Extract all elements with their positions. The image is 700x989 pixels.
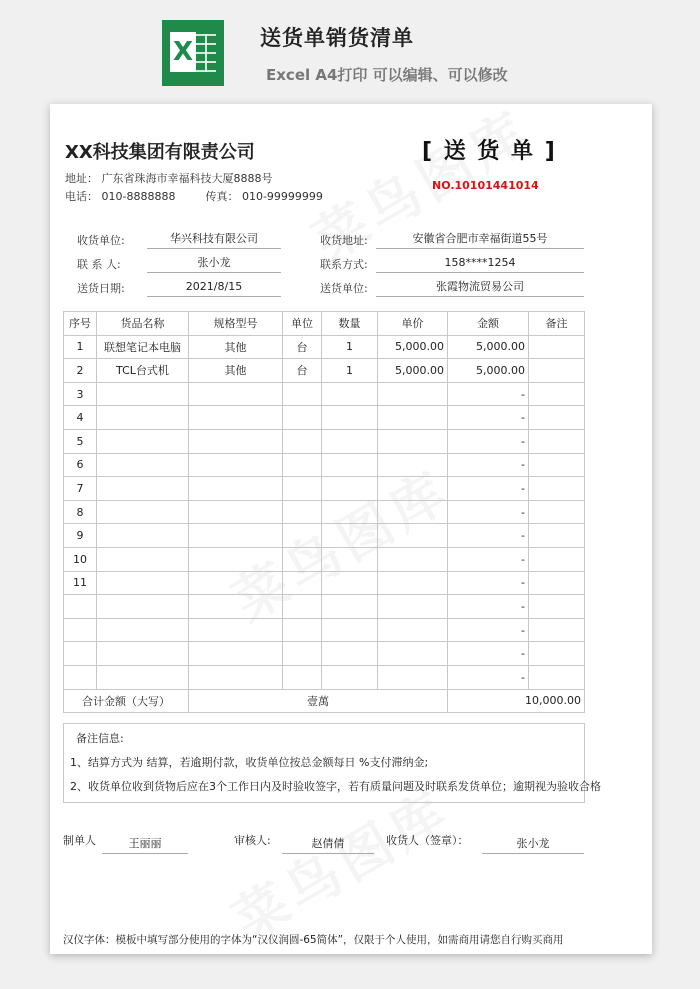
address-label: 收货地址:	[320, 234, 368, 247]
table-cell[interactable]	[529, 335, 585, 359]
table-cell[interactable]	[322, 429, 378, 453]
table-cell[interactable]: -	[448, 547, 529, 571]
table-row	[64, 547, 585, 571]
table-cell[interactable]: -	[448, 595, 529, 619]
table-cell[interactable]	[97, 429, 189, 453]
table-cell[interactable]	[97, 524, 189, 548]
reviewer-field[interactable]: 赵倩倩	[282, 835, 374, 854]
table-cell[interactable]	[283, 429, 322, 453]
table-cell[interactable]	[283, 382, 322, 406]
table-row	[64, 477, 585, 501]
table-cell[interactable]	[283, 406, 322, 430]
total-chinese[interactable]: 壹萬	[189, 689, 448, 713]
column-header: 备注	[529, 312, 585, 336]
table-cell[interactable]	[529, 524, 585, 548]
table-cell[interactable]	[189, 500, 283, 524]
table-row	[64, 618, 585, 642]
table-cell[interactable]	[97, 500, 189, 524]
column-header: 规格型号	[189, 312, 283, 336]
column-header: 单价	[378, 312, 448, 336]
maker-field[interactable]: 王丽丽	[102, 835, 188, 854]
table-cell[interactable]	[322, 524, 378, 548]
table-cell[interactable]: -	[448, 406, 529, 430]
table-cell[interactable]	[283, 642, 322, 666]
table-cell[interactable]	[529, 453, 585, 477]
table-cell[interactable]: TCL台式机	[97, 359, 189, 383]
items-table	[63, 311, 585, 713]
table-cell[interactable]	[378, 429, 448, 453]
table-cell[interactable]	[322, 500, 378, 524]
table-cell[interactable]	[529, 642, 585, 666]
address-field[interactable]: 安徽省合肥市幸福街道55号	[376, 230, 584, 249]
page-subtitle: Excel A4打印 可以编辑、可以修改	[266, 66, 508, 84]
table-cell[interactable]	[97, 665, 189, 689]
table-cell[interactable]	[322, 571, 378, 595]
table-cell[interactable]: 4	[64, 406, 97, 430]
table-cell[interactable]	[97, 618, 189, 642]
table-cell[interactable]	[322, 547, 378, 571]
table-row	[64, 500, 585, 524]
table-cell[interactable]: -	[448, 500, 529, 524]
table-row	[64, 335, 585, 359]
maker-label: 制单人	[63, 834, 96, 847]
table-cell[interactable]	[322, 406, 378, 430]
column-header: 货品名称	[97, 312, 189, 336]
table-cell[interactable]: 6	[64, 453, 97, 477]
table-cell[interactable]: -	[448, 382, 529, 406]
table-header-row	[64, 312, 585, 336]
table-cell[interactable]	[189, 453, 283, 477]
table-cell[interactable]	[97, 406, 189, 430]
table-cell[interactable]: 1	[322, 335, 378, 359]
table-cell[interactable]	[189, 571, 283, 595]
table-cell[interactable]	[529, 571, 585, 595]
table-row	[64, 524, 585, 548]
table-cell[interactable]	[529, 547, 585, 571]
table-cell[interactable]: 5,000.00	[448, 335, 529, 359]
total-amount[interactable]: 10,000.00	[448, 689, 585, 713]
header-banner	[0, 0, 700, 104]
page-title: 送货单销货清单	[260, 26, 414, 50]
table-row	[64, 665, 585, 689]
table-cell[interactable]: 台	[283, 359, 322, 383]
table-cell[interactable]	[97, 547, 189, 571]
table-cell[interactable]	[378, 500, 448, 524]
table-cell[interactable]	[322, 642, 378, 666]
phone-field[interactable]: 158****1254	[376, 254, 584, 273]
table-cell[interactable]	[378, 665, 448, 689]
table-cell[interactable]: 2	[64, 359, 97, 383]
notes-box	[63, 723, 601, 803]
table-cell[interactable]	[322, 595, 378, 619]
table-cell[interactable]: 9	[64, 524, 97, 548]
table-cell[interactable]: -	[448, 453, 529, 477]
company-fax: 传真： 010-99999999	[205, 190, 323, 203]
table-cell[interactable]	[97, 453, 189, 477]
date-label: 送货日期:	[77, 282, 125, 295]
table-cell[interactable]: 7	[64, 477, 97, 501]
table-cell[interactable]	[529, 477, 585, 501]
table-cell[interactable]	[283, 618, 322, 642]
table-cell[interactable]	[529, 595, 585, 619]
table-cell[interactable]: -	[448, 665, 529, 689]
table-cell[interactable]: -	[448, 524, 529, 548]
table-cell[interactable]	[283, 477, 322, 501]
table-cell[interactable]: 10	[64, 547, 97, 571]
table-cell[interactable]	[283, 500, 322, 524]
table-cell[interactable]	[529, 500, 585, 524]
table-cell[interactable]	[283, 665, 322, 689]
table-cell[interactable]: 5,000.00	[378, 335, 448, 359]
table-cell[interactable]	[529, 665, 585, 689]
table-cell[interactable]	[283, 595, 322, 619]
table-cell[interactable]	[322, 477, 378, 501]
date-field[interactable]: 2021/8/15	[147, 278, 281, 297]
table-cell[interactable]	[189, 618, 283, 642]
table-cell[interactable]	[189, 477, 283, 501]
table-cell[interactable]: -	[448, 618, 529, 642]
table-cell[interactable]	[378, 406, 448, 430]
table-cell[interactable]	[529, 359, 585, 383]
receiver-sign-label: 收货人（签章）：	[386, 834, 469, 847]
table-cell[interactable]: -	[448, 429, 529, 453]
table-cell[interactable]	[97, 382, 189, 406]
reviewer-label: 审核人:	[234, 834, 271, 847]
column-header: 数量	[322, 312, 378, 336]
total-label: 合计金额（大写）	[64, 689, 189, 713]
table-cell[interactable]	[378, 547, 448, 571]
receiver-sign-field[interactable]: 张小龙	[482, 835, 584, 854]
document-title: [ 送 货 单 ]	[422, 139, 557, 164]
column-header: 金额	[448, 312, 529, 336]
table-cell[interactable]	[378, 524, 448, 548]
table-cell[interactable]	[189, 524, 283, 548]
table-cell[interactable]: 其他	[189, 335, 283, 359]
notes-title: 备注信息:	[76, 732, 124, 745]
table-cell[interactable]: 1	[64, 335, 97, 359]
table-cell[interactable]	[322, 382, 378, 406]
company-address: 地址： 广东省珠海市幸福科技大厦8888号	[65, 172, 273, 185]
table-cell[interactable]	[378, 382, 448, 406]
table-cell[interactable]	[97, 642, 189, 666]
document-sheet	[50, 104, 652, 954]
table-cell[interactable]	[64, 642, 97, 666]
table-cell[interactable]	[189, 665, 283, 689]
table-cell[interactable]: -	[448, 571, 529, 595]
excel-icon-letter: X	[170, 32, 196, 72]
table-cell[interactable]: -	[448, 477, 529, 501]
table-cell[interactable]: 8	[64, 500, 97, 524]
contact-field[interactable]: 张小龙	[147, 254, 281, 273]
table-cell[interactable]	[529, 382, 585, 406]
table-cell[interactable]	[378, 618, 448, 642]
table-cell[interactable]: 5,000.00	[448, 359, 529, 383]
table-cell[interactable]: 其他	[189, 359, 283, 383]
table-cell[interactable]: 11	[64, 571, 97, 595]
table-cell[interactable]	[283, 547, 322, 571]
column-header: 单位	[283, 312, 322, 336]
table-cell[interactable]	[378, 477, 448, 501]
company-name: XX科技集团有限责公司	[65, 142, 255, 163]
table-cell[interactable]: 1	[322, 359, 378, 383]
font-notice: 汉仪字体：模板中填写部分使用的字体为“汉仪润圆-65简体”，仅限于个人使用，如需商用请您自行购买商用	[63, 934, 564, 946]
table-cell[interactable]	[97, 477, 189, 501]
table-cell[interactable]	[189, 406, 283, 430]
table-cell[interactable]	[64, 618, 97, 642]
excel-icon	[162, 20, 224, 86]
table-cell[interactable]: 联想笔记本电脑	[97, 335, 189, 359]
table-cell[interactable]	[529, 429, 585, 453]
sender-label: 送货单位:	[320, 282, 368, 295]
table-cell[interactable]	[529, 618, 585, 642]
table-cell[interactable]	[97, 595, 189, 619]
table-cell[interactable]	[322, 618, 378, 642]
table-cell[interactable]: 台	[283, 335, 322, 359]
phone-label: 联系方式:	[320, 258, 368, 271]
table-cell[interactable]	[189, 429, 283, 453]
table-row	[64, 595, 585, 619]
table-cell[interactable]	[378, 595, 448, 619]
table-cell[interactable]	[189, 595, 283, 619]
receiver-label: 收货单位:	[77, 234, 125, 247]
table-row	[64, 382, 585, 406]
sender-field[interactable]: 张霞物流贸易公司	[376, 278, 584, 297]
total-row	[64, 689, 585, 713]
table-cell[interactable]	[378, 571, 448, 595]
company-phone: 电话： 010-8888888	[65, 190, 176, 203]
notes-line-1: 1、结算方式为 结算，若逾期付款，收货单位按总金额每日 %支付滞纳金;	[70, 756, 429, 769]
table-cell[interactable]	[189, 642, 283, 666]
company-contact	[65, 188, 323, 204]
table-row	[64, 642, 585, 666]
table-cell[interactable]	[283, 453, 322, 477]
table-cell[interactable]	[378, 642, 448, 666]
table-row	[64, 406, 585, 430]
table-row	[64, 571, 585, 595]
excel-grid-icon	[194, 34, 216, 72]
table-cell[interactable]	[283, 571, 322, 595]
table-cell[interactable]	[97, 571, 189, 595]
table-cell[interactable]	[322, 453, 378, 477]
receiver-field[interactable]: 华兴科技有限公司	[147, 230, 281, 249]
table-cell[interactable]: -	[448, 642, 529, 666]
table-cell[interactable]	[283, 524, 322, 548]
table-cell[interactable]: 5,000.00	[378, 359, 448, 383]
table-cell[interactable]: 5	[64, 429, 97, 453]
notes-line-2: 2、收货单位收到货物后应在3个工作日内及时验收签字，若有质量问题及时联系发货单位；逾期视为验收合格	[70, 780, 601, 793]
table-cell[interactable]	[529, 406, 585, 430]
table-cell[interactable]	[189, 382, 283, 406]
table-row	[64, 429, 585, 453]
table-cell[interactable]	[64, 595, 97, 619]
table-row	[64, 453, 585, 477]
document-number: NO.10101441014	[432, 179, 539, 192]
table-cell[interactable]	[189, 547, 283, 571]
table-cell[interactable]	[322, 665, 378, 689]
table-row	[64, 359, 585, 383]
column-header: 序号	[64, 312, 97, 336]
table-cell[interactable]: 3	[64, 382, 97, 406]
contact-label: 联 系 人:	[77, 258, 121, 271]
table-cell[interactable]	[64, 665, 97, 689]
table-cell[interactable]	[378, 453, 448, 477]
